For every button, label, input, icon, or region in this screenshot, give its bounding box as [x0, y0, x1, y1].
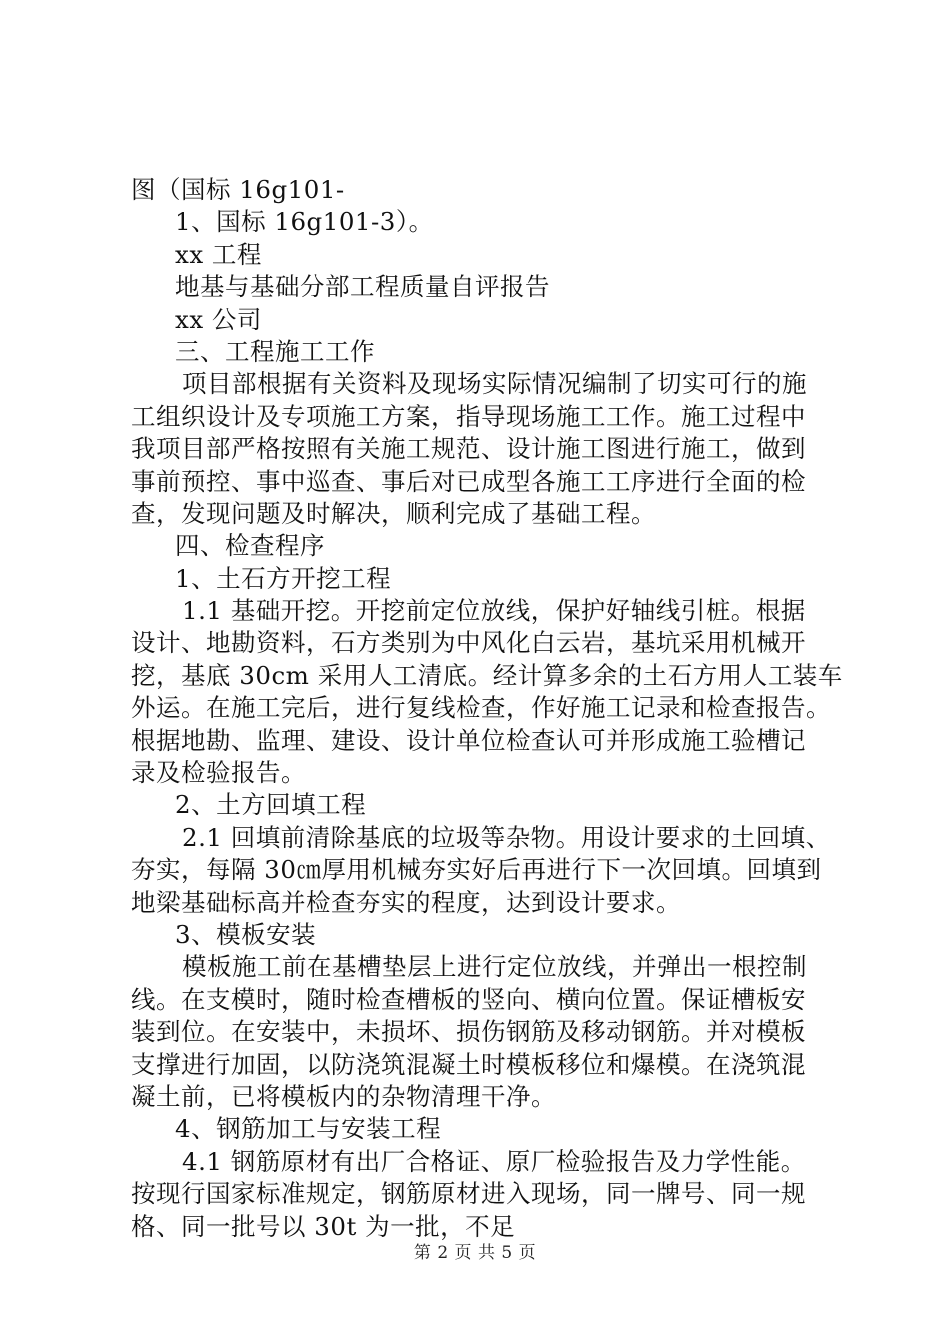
text-line: 根据地勘、监理、建设、设计单位检查认可并形成施工验槽记 — [131, 725, 806, 755]
document-body — [131, 174, 843, 1243]
text-line: 夯实，每隔 30㎝厚用机械夯实好后再进行下一次回填。回填到 — [131, 855, 822, 885]
text-line: 凝土前，已将模板内的杂物清理干净。 — [131, 1081, 556, 1111]
text-line: 查，发现问题及时解决，顺利完成了基础工程。 — [131, 498, 656, 528]
text-line: 1、土石方开挖工程 — [175, 563, 392, 593]
text-line: 外运。在施工完后，进行复线检查，作好施工记录和检查报告。 — [131, 693, 831, 723]
text-line: 项目部根据有关资料及现场实际情况编制了切实可行的施 — [182, 369, 807, 399]
text-line: 线。在支模时，随时检查槽板的竖向、横向位置。保证槽板安 — [131, 984, 806, 1014]
text-line: 设计、地勘资料，石方类别为中风化白云岩，基坑采用机械开 — [131, 628, 806, 658]
text-line: 支撑进行加固，以防浇筑混凝土时模板移位和爆模。在浇筑混 — [131, 1049, 806, 1079]
text-line: 格、同一批号以 30t 为一批，不足 — [131, 1211, 516, 1241]
text-line: 1、国标 16g101-3）。 — [175, 207, 434, 237]
text-line: 录及检验报告。 — [131, 758, 306, 788]
text-line: 装到位。在安装中，未损坏、损伤钢筋及移动钢筋。并对模板 — [131, 1017, 806, 1047]
text-line: 我项目部严格按照有关施工规范、设计施工图进行施工，做到 — [131, 434, 806, 464]
text-line: 4、钢筋加工与安装工程 — [175, 1114, 442, 1144]
text-line: 地基与基础分部工程质量自评报告 — [175, 272, 550, 302]
text-line: 模板施工前在基槽垫层上进行定位放线，并弹出一根控制 — [182, 952, 807, 982]
text-line: xx 公司 — [175, 304, 262, 334]
text-line: 三、工程施工工作 — [175, 336, 375, 366]
text-line: 地梁基础标高并检查夯实的程度，达到设计要求。 — [131, 887, 681, 917]
text-line: 4.1 钢筋原材有出厂合格证、原厂检验报告及力学性能。 — [182, 1146, 806, 1176]
text-line: 3、模板安装 — [175, 919, 317, 949]
text-line: 挖，基底 30cm 采用人工清底。经计算多余的土石方用人工装车 — [131, 660, 843, 690]
text-line: 1.1 基础开挖。开挖前定位放线，保护好轴线引桩。根据 — [182, 596, 806, 626]
text-line: 2、土方回填工程 — [175, 790, 367, 820]
text-line: 按现行国家标准规定，钢筋原材进入现场，同一牌号、同一规 — [131, 1179, 806, 1209]
text-line: 四、检查程序 — [175, 531, 325, 561]
text-line: 事前预控、事中巡查、事后对已成型各施工工序进行全面的检 — [131, 466, 806, 496]
text-line: 工组织设计及专项施工方案，指导现场施工工作。施工过程中 — [131, 401, 806, 431]
text-line: 图（国标 16g101- — [131, 175, 345, 204]
page-footer: 第 2 页 共 5 页 — [413, 1243, 537, 1263]
text-line: 2.1 回填前清除基底的垃圾等杂物。用设计要求的土回填、 — [182, 822, 831, 852]
text-line: xx 工程 — [175, 239, 262, 269]
